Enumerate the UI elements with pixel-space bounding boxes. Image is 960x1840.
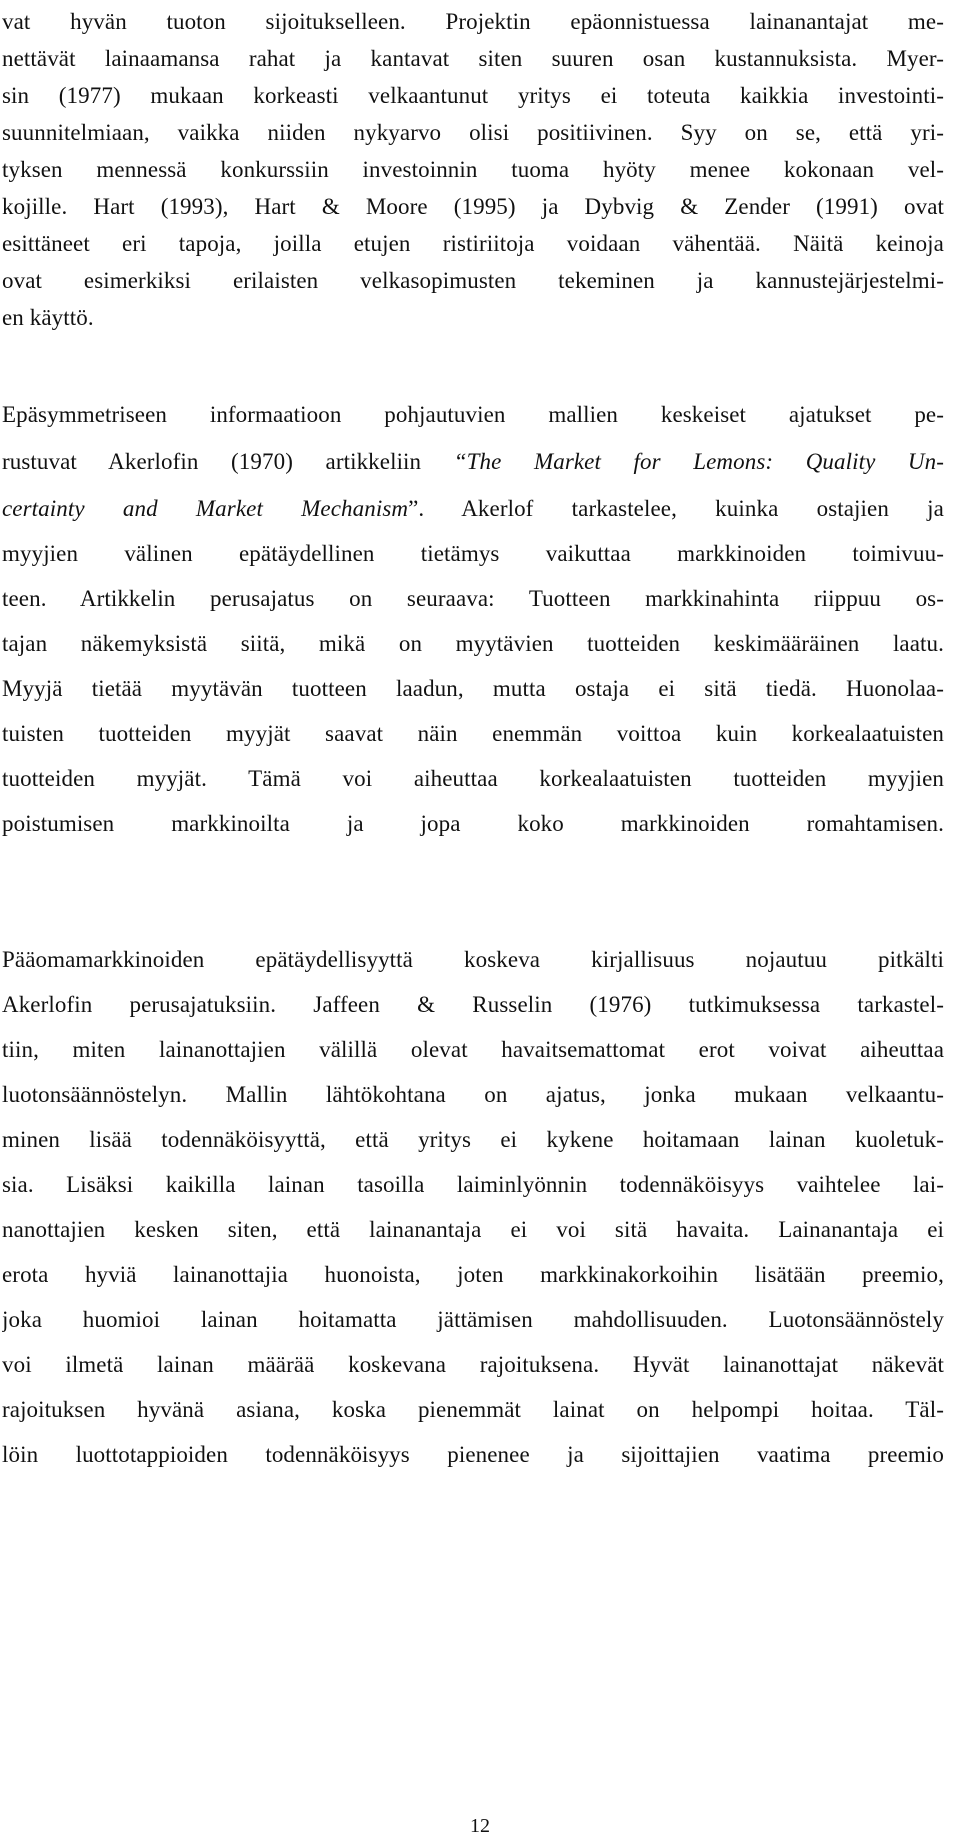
text-line: sia. Lisäksi kaikilla lainan tasoilla laiminlyönnin todennäköisyys vaihtelee lai- xyxy=(2,1172,944,1197)
text-line: voi ilmetä lainan määrää koskevana rajoituksena. Hyvät lainanottajat näkevät xyxy=(2,1352,944,1377)
article-title: certainty and Market Mechanism xyxy=(2,496,409,521)
text-line: tyksen mennessä konkurssiin investoinnin tuoma hyöty menee kokonaan vel- xyxy=(2,157,944,182)
text-line: myyjien välinen epätäydellinen tietämys vaikuttaa markkinoiden toimivuu- xyxy=(2,541,944,566)
text-line: Akerlofin perusajatuksiin. Jaffeen & Russelin (1976) tutkimuksessa tarkastel- xyxy=(2,992,944,1017)
text-line: tuisten tuotteiden myyjät saavat näin enemmän voittoa kuin korkealaatuisten xyxy=(2,721,944,746)
text-line: tiin, miten lainanottajien välillä olevat havaitsemattomat erot voivat aiheuttaa xyxy=(2,1037,944,1062)
text-line: Pääomamarkkinoiden epätäydellisyyttä koskeva kirjallisuus nojautuu pitkälti xyxy=(2,947,944,972)
text-line: vat hyvän tuoton sijoitukselleen. Projektin epäonnistuessa lainanantajat me- xyxy=(2,9,944,34)
text-line xyxy=(2,847,944,891)
text-run: ”. Akerlof tarkastelee, kuinka ostajien ja xyxy=(408,496,944,521)
text-line: erota hyviä lainanottajia huonoista, joten markkinakorkoihin lisätään preemio, xyxy=(2,1262,944,1287)
text-line: löin luottotappioiden todennäköisyys pienenee ja sijoittajien vaatima preemio xyxy=(2,1442,944,1467)
text-line: poistumisen markkinoilta ja jopa koko markkinoiden romahtamisen. xyxy=(2,811,944,836)
text-line: joka huomioi lainan hoitamatta jättämisen mahdollisuuden. Luotonsäännöstely xyxy=(2,1307,944,1332)
text-line: sin (1977) mukaan korkeasti velkaantunut yritys ei toteuta kaikkia investointi- xyxy=(2,83,944,108)
text-line: nettävät lainaamansa rahat ja kantavat siten suuren osan kustannuksista. Myer- xyxy=(2,46,944,71)
text-line: Epäsymmetriseen informaatioon pohjautuvien mallien keskeiset ajatukset pe- xyxy=(2,402,944,427)
text-line: kojille. Hart (1993), Hart & Moore (1995) ja Dybvig & Zender (1991) ovat xyxy=(2,194,944,219)
text-line: minen lisää todennäköisyyttä, että yritys ei kykene hoitamaan lainan kuoletuk- xyxy=(2,1127,944,1152)
text-line: tuotteiden myyjät. Tämä voi aiheuttaa korkealaatuisten tuotteiden myyjien xyxy=(2,766,944,791)
text-line: suunnitelmiaan, vaikka niiden nykyarvo olisi positiivinen. Syy on se, että yri- xyxy=(2,120,944,145)
text-line: rajoituksen hyvänä asiana, koska pienemmät lainat on helpompi hoitaa. Täl- xyxy=(2,1397,944,1422)
text-line: en käyttö. xyxy=(2,305,94,330)
text-line: luotonsäännöstelyn. Mallin lähtökohtana on ajatus, jonka mukaan velkaantu- xyxy=(2,1082,944,1107)
text-line: Myyjä tietää myytävän tuotteen laadun, mutta ostaja ei sitä tiedä. Huonolaa- xyxy=(2,676,944,701)
text-line: teen. Artikkelin perusajatus on seuraava: Tuotteen markkinahinta riippuu os- xyxy=(2,586,944,611)
page-number: 12 xyxy=(470,1815,490,1837)
text-line: ovat esimerkiksi erilaisten velkasopimusten tekeminen ja kannustejärjestelmi- xyxy=(2,268,944,293)
text-line: nanottajien kesken siten, että lainanantaja ei voi sitä havaita. Lainanantaja ei xyxy=(2,1217,944,1242)
text-line: esittäneet eri tapoja, joilla etujen ristiriitoja voidaan vähentää. Näitä keinoja xyxy=(2,231,944,256)
text-line-with-title xyxy=(2,487,944,531)
article-title: “The Market for Lemons: Quality Un- xyxy=(453,449,944,474)
text-line-with-title xyxy=(2,440,944,484)
text-run: rustuvat Akerlofin (1970) artikkeliin xyxy=(2,449,422,474)
text-line: tajan näkemyksistä siitä, mikä on myytävien tuotteiden keskimääräinen laatu. xyxy=(2,631,944,656)
